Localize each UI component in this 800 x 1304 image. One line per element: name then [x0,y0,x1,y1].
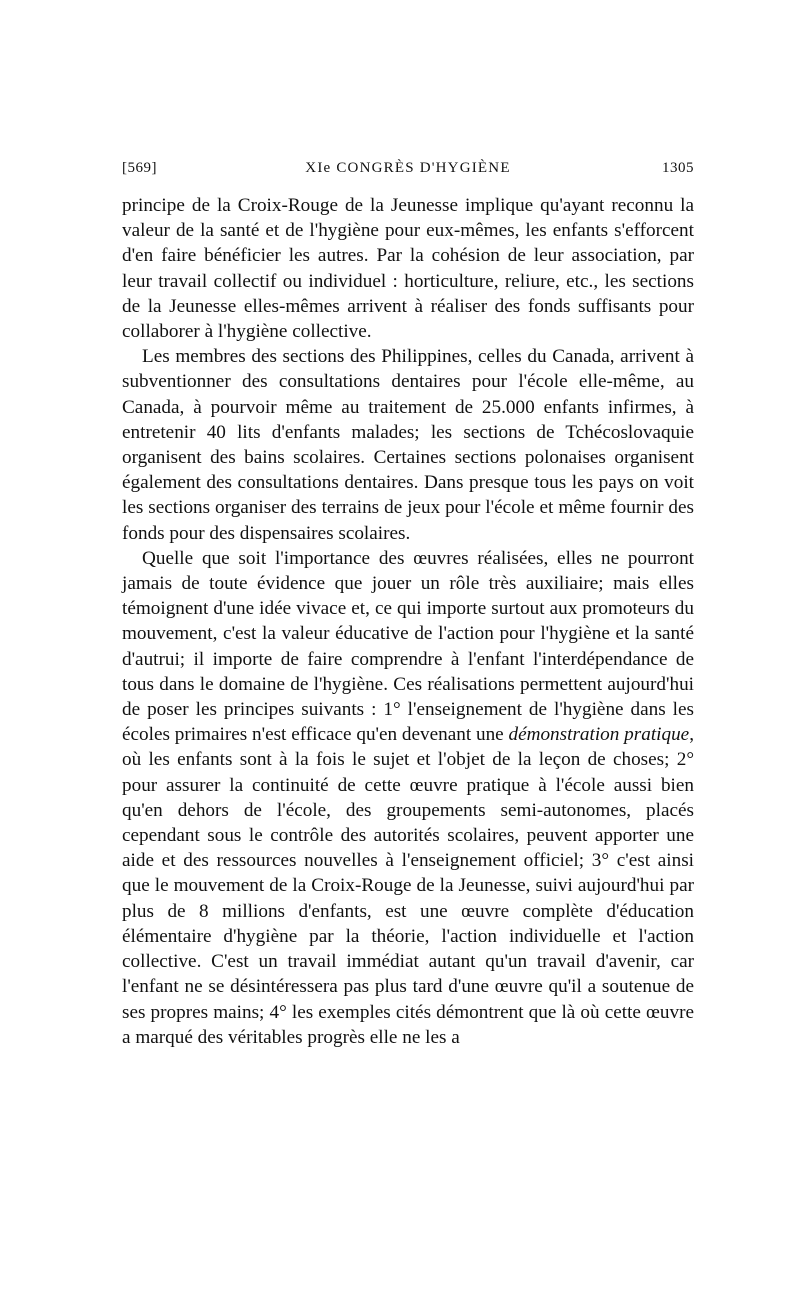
page-reference: [569] [122,160,157,176]
emphasis-demonstration-pratique: démonstration pratique [508,724,690,746]
running-header [122,160,694,182]
paragraph-3-part-1: Quelle que soit l'importance des œuvres réalisées, elles ne pourront jamais de toute évidence que jouer un rôle très auxiliaire; mais elles témoignent d'une idée vivace et, ce qui importe surtout aux promoteurs du mouvement, c'est la valeur éducative de l'action pour l'hygiène et la santé d'autrui; il importe de faire comprendre à l'enfant l'interdépendance de tous dans le domaine de l'hygiène. Ces réalisations permettent aujourd'hui de poser les principes suivants : 1° l'enseignement de l'hygiène dans les écoles primaires n'est efficace qu'en devenant une [122,547,694,746]
paragraph-3-part-2: , où les enfants sont à la fois le sujet et l'objet de la leçon de choses; 2° pour assurer la continuité de cette œuvre pratique à l'école aussi bien qu'en dehors de l'école, des groupements semi-autonomes, placés cependant sous le contrôle des autorités scolaires, peuvent apporter une aide et des ressources nouvelles à l'enseignement officiel; 3° c'est ainsi que le mouvement de la Croix-Rouge de la Jeunesse, suivi aujourd'hui par plus de 8 millions d'enfants, est une œuvre complète d'éducation élémentaire d'hygiène par la théorie, l'action individuelle et l'action collective. C'est un travail immédiat autant qu'un travail d'avenir, car l'enfant ne se désintéressera pas plus tard d'une œuvre qu'il a soutenue de ses propres mains; 4° les exemples cités démontrent que là où cette œuvre a marqué des véritables progrès elle ne les a [122,724,694,1048]
paragraph-2: Les membres des sections des Philippines, celles du Canada, arrivent à subventionner des consultations dentaires pour l'école elle-même, au Canada, à pourvoir même au traitement de 25.000 enfants infirmes, à entretenir 40 lits d'enfants malades; les sections de Tchécoslovaquie organisent des bains scolaires. Certaines sections polonaises organisent également des consultations dentaires. Dans presque tous les pays on voit les sections organiser des terrains de jeux pour l'école et même fournir des fonds pour des dispensaires scolaires. [122,346,694,544]
paragraph-3 [122,546,694,1050]
running-title: XIe CONGRÈS D'HYGIÈNE [305,160,511,176]
paragraph-1: principe de la Croix-Rouge de la Jeunesse implique qu'ayant reconnu la valeur de la santé et de l'hygiène pour eux-mêmes, les enfants s'efforcent d'en faire bénéficier les autres. Par la cohésion de leur association, par leur travail collectif ou individuel : horticulture, reliure, etc., les sections de la Jeunesse elles-mêmes arrivent à réaliser des fonds suffisants pour collaborer à l'hygiène collective. [122,195,694,343]
body-text [122,193,694,1050]
page-number: 1305 [662,160,694,176]
